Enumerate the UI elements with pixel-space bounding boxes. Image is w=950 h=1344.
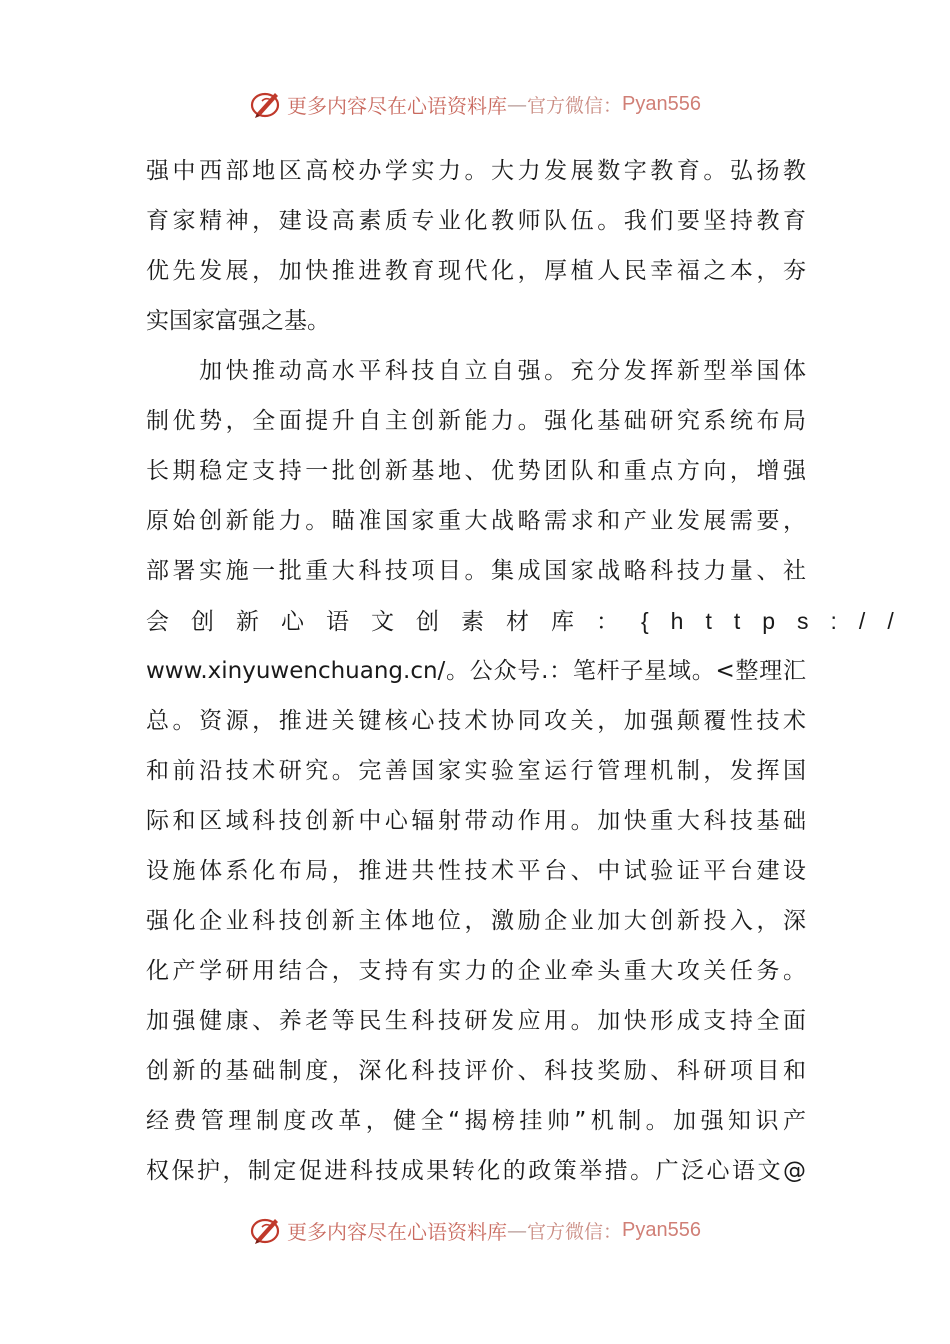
body-line: 化产学研用结合，支持有实力的企业牵头重大攻关任务。 xyxy=(146,958,806,984)
banner-wechat-id: Pyan556 xyxy=(622,92,701,115)
body-line: 育家精神，建设高素质专业化教师队伍。我们要坚持教育 xyxy=(146,208,806,234)
body-line: 经费管理制度改革，健全“揭榜挂帅”机制。加强知识产 xyxy=(146,1108,806,1134)
body-line: 创新的基础制度，深化科技评价、科技奖励、科研项目和 xyxy=(146,1058,806,1084)
body-line: 加强健康、养老等民生科技研发应用。加快形成支持全面 xyxy=(146,1008,806,1034)
body-line: 强中西部地区高校办学实力。大力发展数字教育。弘扬教 xyxy=(146,158,806,184)
body-line: 际和区域科技创新中心辐射带动作用。加快重大科技基础 xyxy=(146,808,806,834)
body-line: 原始创新能力。瞄准国家重大战略需求和产业发展需要， xyxy=(146,508,806,534)
banner-dash: — xyxy=(507,92,527,116)
footer-banner xyxy=(0,1208,950,1252)
header-banner xyxy=(0,82,950,126)
body-line: 权保护，制定促进科技成果转化的政策举措。广泛心语文@ xyxy=(146,1158,806,1184)
body-line: 加快推动高水平科技自立自强。充分发挥新型举国体 xyxy=(146,358,806,384)
body-line: www.xinyuwenchuang.cn/。公众号.：笔杆子星域。<整理汇 xyxy=(146,658,806,684)
body-line: 总。资源，推进关键核心技术协同攻关，加强颠覆性技术 xyxy=(146,708,806,734)
banner-dash: — xyxy=(507,1218,527,1242)
body-line: 设施体系化布局，推进共性技术平台、中试验证平台建设 xyxy=(146,858,806,884)
banner-brand-text: 更多内容尽在心语资料库 xyxy=(287,93,507,118)
body-line: 制优势，全面提升自主创新能力。强化基础研究系统布局 xyxy=(146,408,806,434)
body-line: 强化企业科技创新主体地位，激励企业加大创新投入，深 xyxy=(146,908,806,934)
body-line: 和前沿技术研究。完善国家实验室运行管理机制，发挥国 xyxy=(146,758,806,784)
body-line: 部署实施一批重大科技项目。集成国家战略科技力量、社 xyxy=(146,558,806,584)
banner-brand-text: 更多内容尽在心语资料库 xyxy=(287,1219,507,1244)
banner-wechat-id: Pyan556 xyxy=(622,1218,701,1241)
banner-contact-label: 官方微信： xyxy=(527,1220,623,1243)
body-line: 长期稳定支持一批创新基地、优势团队和重点方向，增强 xyxy=(146,458,806,484)
body-line: 会创新心语文创素材库：{https:// xyxy=(146,608,916,634)
banner-contact-label: 官方微信： xyxy=(527,94,623,117)
pen-logo-icon xyxy=(249,1213,283,1247)
pen-logo-icon xyxy=(249,87,283,121)
body-line: 实国家富强之基。 xyxy=(146,308,330,334)
body-line: 优先发展，加快推进教育现代化，厚植人民幸福之本，夯 xyxy=(146,258,806,284)
document-body xyxy=(146,146,916,1196)
